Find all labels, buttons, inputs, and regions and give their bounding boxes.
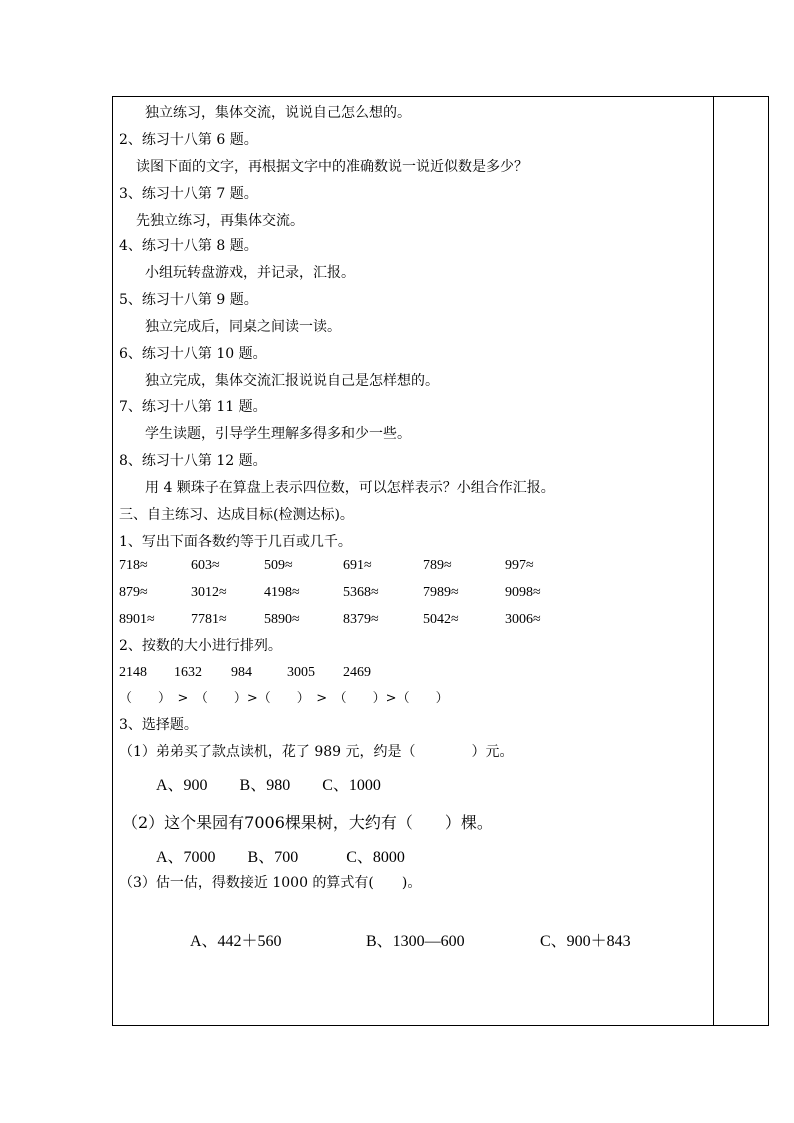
approx-item: 879≈ (119, 585, 148, 600)
question-heading: 1、写出下面各数约等于几百或几千。 (119, 534, 352, 550)
practice-line: 学生读题，引导学生理解多得多和少一些。 (145, 426, 411, 442)
practice-line: 先独立练习，再集体交流。 (136, 213, 304, 229)
practice-line: 独立完成后，同桌之间读一读。 (145, 319, 341, 335)
choice-option: B、1300—600 (366, 933, 465, 950)
approx-item: 3006≈ (505, 612, 541, 627)
choice-question: （3）估一估，得数接近 1000 的算式有( )。 (119, 875, 422, 891)
table-column-divider (713, 96, 714, 1026)
approx-item: 603≈ (191, 558, 220, 573)
sort-number: 2148 (119, 665, 147, 680)
section-heading: 三、自主练习、达成目标(检测达标)。 (119, 507, 354, 523)
approx-item: 8901≈ (119, 612, 155, 627)
sort-number: 984 (231, 665, 252, 680)
exercise-heading: 4、练习十八第 8 题。 (119, 238, 258, 254)
approx-item: 5042≈ (423, 612, 459, 627)
approx-item: 718≈ (119, 558, 148, 573)
exercise-heading: 5、练习十八第 9 题。 (119, 292, 258, 308)
sort-number: 3005 (287, 665, 315, 680)
approx-item: 5368≈ (343, 585, 379, 600)
sort-number: 1632 (174, 665, 202, 680)
practice-line: 读图下面的文字，再根据文字中的准确数说一说近似数是多少？ (136, 159, 528, 175)
exercise-heading: 3、练习十八第 7 题。 (119, 186, 258, 202)
approx-item: 8379≈ (343, 612, 379, 627)
question-heading: 2、按数的大小进行排列。 (119, 638, 282, 654)
practice-line: 独立练习，集体交流，说说自己怎么想的。 (145, 105, 411, 121)
choice-options: A、7000 B、700 C、8000 (156, 849, 405, 866)
choice-question: （2）这个果园有7006棵果树，大约有（ ）棵。 (122, 813, 493, 832)
approx-item: 4198≈ (264, 585, 300, 600)
approx-item: 509≈ (264, 558, 293, 573)
approx-item: 9098≈ (505, 585, 541, 600)
approx-item: 7989≈ (423, 585, 459, 600)
approx-item: 691≈ (343, 558, 372, 573)
approx-item: 7781≈ (191, 612, 227, 627)
choice-option: A、442＋560 (190, 933, 282, 950)
question-heading: 3、选择题。 (119, 717, 198, 733)
practice-line: 独立完成，集体交流汇报说说自己是怎样想的。 (145, 373, 439, 389)
approx-item: 997≈ (505, 558, 534, 573)
exercise-heading: 8、练习十八第 12 题。 (119, 453, 267, 469)
approx-item: 3012≈ (191, 585, 227, 600)
exercise-heading: 7、练习十八第 11 题。 (119, 399, 267, 415)
choice-option: C、900＋843 (540, 933, 631, 950)
exercise-heading: 2、练习十八第 6 题。 (119, 132, 258, 148)
answer-blanks: （ ） > （ ）>（ ） > （ ）>（ ） (119, 691, 449, 706)
approx-item: 789≈ (423, 558, 452, 573)
exercise-heading: 6、练习十八第 10 题。 (119, 346, 267, 362)
approx-item: 5890≈ (264, 612, 300, 627)
choice-options: A、900 B、980 C、1000 (156, 777, 381, 794)
choice-question: （1）弟弟买了款点读机，花了 989 元，约是（ ）元。 (119, 744, 514, 760)
practice-line: 用 4 颗珠子在算盘上表示四位数，可以怎样表示？小组合作汇报。 (145, 480, 555, 496)
practice-line: 小组玩转盘游戏，并记录，汇报。 (145, 265, 355, 281)
sort-number: 2469 (343, 665, 371, 680)
